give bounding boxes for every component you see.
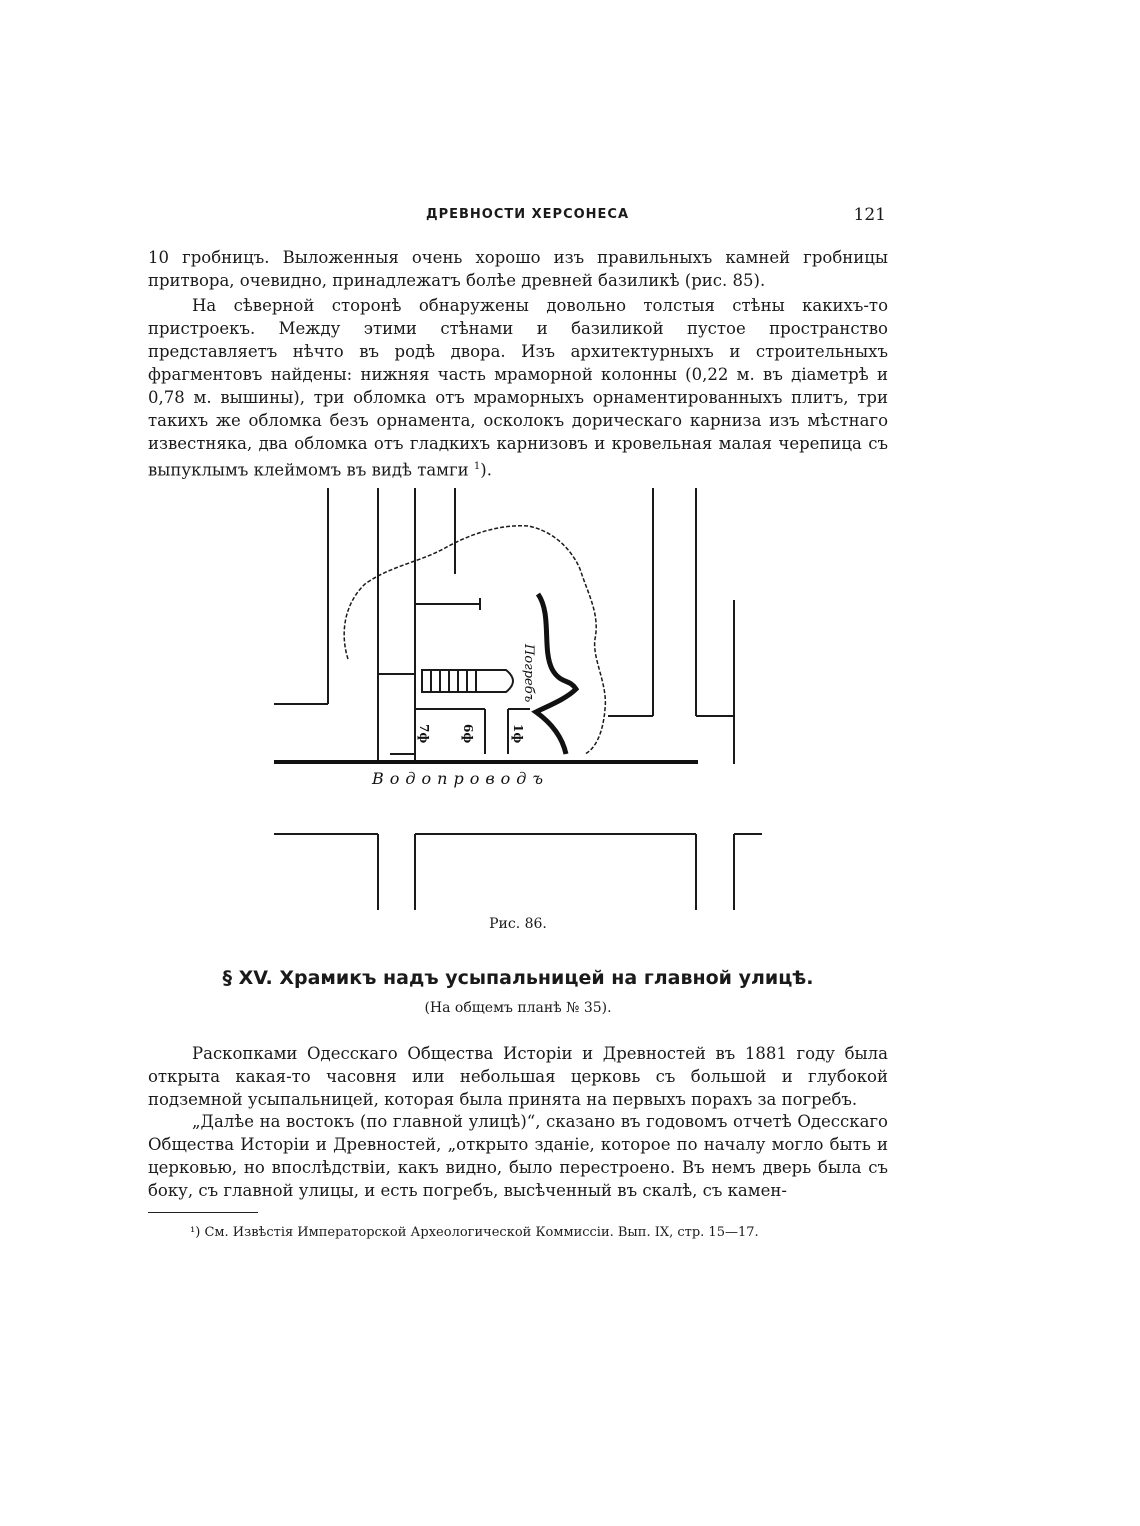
paragraph-1: [148, 246, 888, 292]
footnote-divider: [148, 1212, 258, 1213]
section-heading: § XV. Храмикъ надъ усыпальницей на главной улицѣ.: [222, 967, 814, 989]
label-1f: 1ф: [511, 724, 525, 744]
paragraph-3-text: Раскопками Одесскаго Общества Исторіи и Древностей въ 1881 году была открыта какая-то часовня или небольшая церковь съ большой и глубокой подземной усыпальницей, которая была принята на первыхъ порахъ за погребъ.: [148, 1044, 888, 1109]
paragraph-2: [148, 294, 888, 482]
crypt-chamber: [476, 670, 513, 692]
page-number: 121: [853, 205, 886, 225]
paragraph-3: [148, 1042, 888, 1111]
aqueduct-line: [274, 760, 698, 764]
site-plan-figure: [270, 484, 800, 914]
footnote-marker: 1: [473, 461, 481, 472]
page-header: [148, 205, 890, 229]
rock-outline: [344, 526, 605, 754]
label-7f: 7ф: [417, 724, 431, 744]
paragraph-4-text: „Далѣе на востокъ (по главной улицѣ)“, сказано въ годовомъ отчетѣ Одесскаго Общества Исторіи и Древностей, „открыто зданіе, которое по началу могло быть и церковью, но впослѣдствіи, какъ видно, было перестроено. Въ немъ дверь была съ боку, съ главной улицы, и есть погребъ, высѣченный въ скалѣ, съ камен-: [148, 1112, 888, 1200]
site-plan-drawing: [270, 484, 800, 914]
figure-caption: Рис. 86.: [489, 916, 547, 932]
cliff-edge: [536, 594, 576, 754]
paragraph-1-text: 10 гробницъ. Выложенныя очень хорошо изъ правильныхъ камней гробницы притвора, очевидно, принадлежатъ болѣе древней базиликѣ (рис. 85).: [148, 248, 888, 290]
label-cellar: Погребъ: [521, 644, 536, 703]
footnote: [190, 1225, 759, 1240]
footnote-marker-text: ¹): [190, 1225, 201, 1240]
paragraph-4: [148, 1110, 888, 1202]
footnote-text: См. Извѣстія Императорской Археологической Коммиссіи. Вып. IX, стр. 15—17.: [204, 1225, 759, 1240]
paragraph-2-text: На сѣверной сторонѣ обнаружены довольно толстыя стѣны какихъ-то пристроекъ. Между этими стѣнами и базиликой пустое пространство представляетъ нѣчто въ родѣ двора. Изъ архитектурныхъ и строительныхъ фрагментовъ найдены: нижняя часть мраморной колонны (0,22 м. въ діаметрѣ и 0,78 м. вышины), три обломка отъ мраморныхъ орнаментированныхъ плитъ, три такихъ же обломка безъ орнамента, осколокъ дорическаго карниза изъ мѣстнаго известняка, два обломка отъ гладкихъ карнизовъ и кровельная малая черепица съ выпуклымъ клеймомъ въ видѣ тамги: [148, 296, 888, 480]
plan-reference: (На общемъ планѣ № 35).: [424, 1000, 612, 1016]
paragraph-2-end: ).: [480, 460, 492, 480]
running-title: ДРЕВНОСТИ ХЕРСОНЕСА: [426, 207, 630, 222]
label-aqueduct: Водопроводъ: [372, 769, 550, 788]
label-6f: 6ф: [461, 724, 475, 744]
